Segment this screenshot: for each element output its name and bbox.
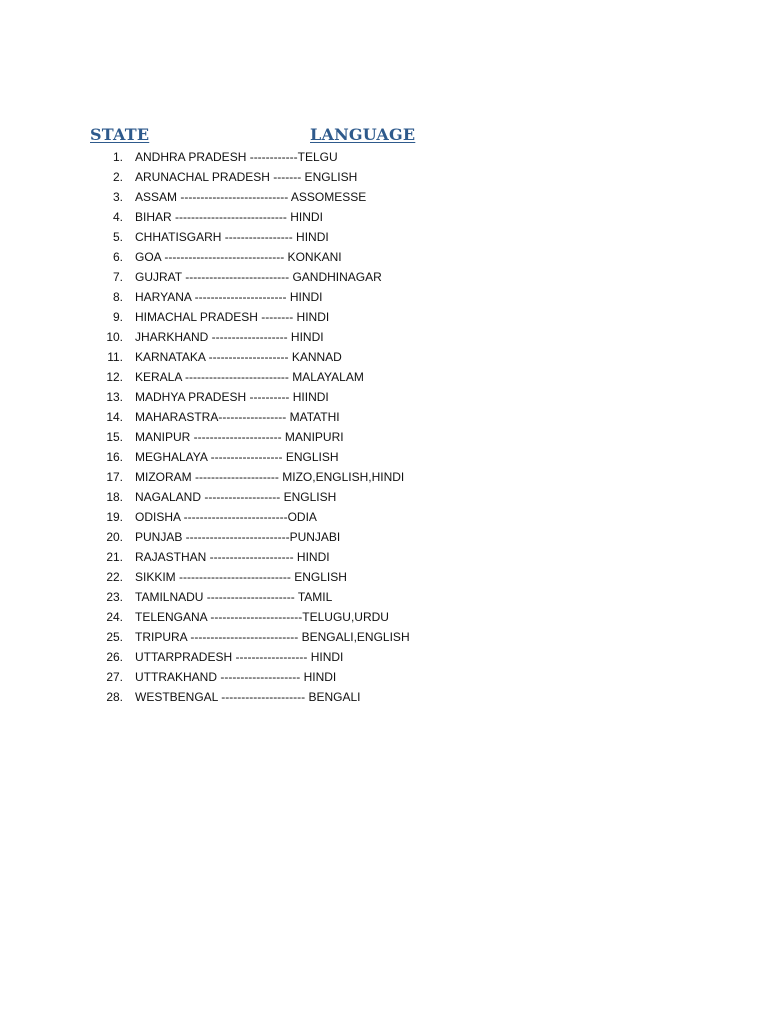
item-text: RAJASTHAN --------------------- HINDI: [135, 550, 330, 564]
state-heading: STATE: [90, 125, 150, 144]
list-item: [0, 167, 768, 187]
item-number: 7.: [112, 270, 123, 284]
item-number: 24.: [106, 610, 123, 624]
item-number: 13.: [106, 390, 123, 404]
list-item: [0, 407, 768, 427]
item-text: ARUNACHAL PRADESH ------- ENGLISH: [135, 170, 358, 184]
item-text: JHARKHAND ------------------- HINDI: [135, 330, 324, 344]
item-text: NAGALAND ------------------- ENGLISH: [135, 490, 337, 504]
item-number: 12.: [106, 370, 123, 384]
list-item: [0, 467, 768, 487]
item-text: MADHYA PRADESH ---------- HIINDI: [135, 390, 329, 404]
item-number: 28.: [106, 690, 123, 704]
item-number: 10.: [106, 330, 123, 344]
item-number: 15.: [106, 430, 123, 444]
item-number: 1.: [112, 150, 123, 164]
item-number: 23.: [106, 590, 123, 604]
item-text: PUNJAB --------------------------PUNJABI: [135, 530, 341, 544]
list-item: [0, 287, 768, 307]
item-text: MIZORAM --------------------- MIZO,ENGLISH,HINDI: [135, 470, 405, 484]
item-number: 17.: [106, 470, 123, 484]
item-text: HIMACHAL PRADESH -------- HINDI: [135, 310, 330, 324]
item-number: 8.: [112, 290, 123, 304]
column-headers: [0, 125, 768, 147]
item-text: GUJRAT -------------------------- GANDHINAGAR: [135, 270, 382, 284]
item-text: TRIPURA --------------------------- BENGALI,ENGLISH: [135, 630, 410, 644]
item-text: HARYANA ----------------------- HINDI: [135, 290, 323, 304]
item-number: 3.: [112, 190, 123, 204]
item-number: 22.: [106, 570, 123, 584]
list-item: [0, 527, 768, 547]
item-number: 5.: [112, 230, 123, 244]
list-item: [0, 267, 768, 287]
list-item: [0, 587, 768, 607]
item-text: GOA ------------------------------ KONKANI: [135, 250, 342, 264]
list-item: [0, 147, 768, 167]
item-number: 4.: [112, 210, 123, 224]
list-item: [0, 627, 768, 647]
item-text: WESTBENGAL --------------------- BENGALI: [135, 690, 361, 704]
item-number: 25.: [106, 630, 123, 644]
item-text: MAHARASTRA----------------- MATATHI: [135, 410, 340, 424]
item-number: 14.: [106, 410, 123, 424]
item-text: KARNATAKA -------------------- KANNAD: [135, 350, 342, 364]
list-item: [0, 667, 768, 687]
item-number: 11.: [107, 350, 123, 364]
item-text: BIHAR ---------------------------- HINDI: [135, 210, 323, 224]
item-text: CHHATISGARH ----------------- HINDI: [135, 230, 329, 244]
list-item: [0, 547, 768, 567]
list-item: [0, 247, 768, 267]
item-number: 9.: [112, 310, 123, 324]
item-text: ANDHRA PRADESH ------------TELGU: [135, 150, 338, 164]
list-item: [0, 227, 768, 247]
item-number: 27.: [106, 670, 123, 684]
item-text: KERALA -------------------------- MALAYALAM: [135, 370, 364, 384]
list-item: [0, 207, 768, 227]
item-number: 6.: [112, 250, 123, 264]
list-item: [0, 187, 768, 207]
item-text: SIKKIM ---------------------------- ENGLISH: [135, 570, 347, 584]
list-item: [0, 387, 768, 407]
item-number: 18.: [106, 490, 123, 504]
list-item: [0, 347, 768, 367]
item-text: TELENGANA -----------------------TELUGU,URDU: [135, 610, 389, 624]
list-item: [0, 567, 768, 587]
item-text: MEGHALAYA ------------------ ENGLISH: [135, 450, 339, 464]
item-text: UTTARPRADESH ------------------ HINDI: [135, 650, 344, 664]
item-text: ASSAM --------------------------- ASSOMESSE: [135, 190, 367, 204]
state-language-list: [0, 147, 768, 707]
item-number: 20.: [106, 530, 123, 544]
item-text: TAMILNADU ---------------------- TAMIL: [135, 590, 333, 604]
list-item: [0, 447, 768, 467]
list-item: [0, 687, 768, 707]
list-item: [0, 607, 768, 627]
list-item: [0, 367, 768, 387]
list-item: [0, 307, 768, 327]
item-text: ODISHA --------------------------ODIA: [135, 510, 317, 524]
item-number: 2.: [112, 170, 123, 184]
list-item: [0, 427, 768, 447]
item-number: 16.: [106, 450, 123, 464]
list-item: [0, 487, 768, 507]
item-number: 21.: [106, 550, 123, 564]
language-heading: LANGUAGE: [310, 125, 416, 144]
list-item: [0, 647, 768, 667]
item-number: 19.: [106, 510, 123, 524]
list-item: [0, 327, 768, 347]
list-item: [0, 507, 768, 527]
item-text: UTTRAKHAND -------------------- HINDI: [135, 670, 337, 684]
item-text: MANIPUR ---------------------- MANIPURI: [135, 430, 344, 444]
item-number: 26.: [106, 650, 123, 664]
